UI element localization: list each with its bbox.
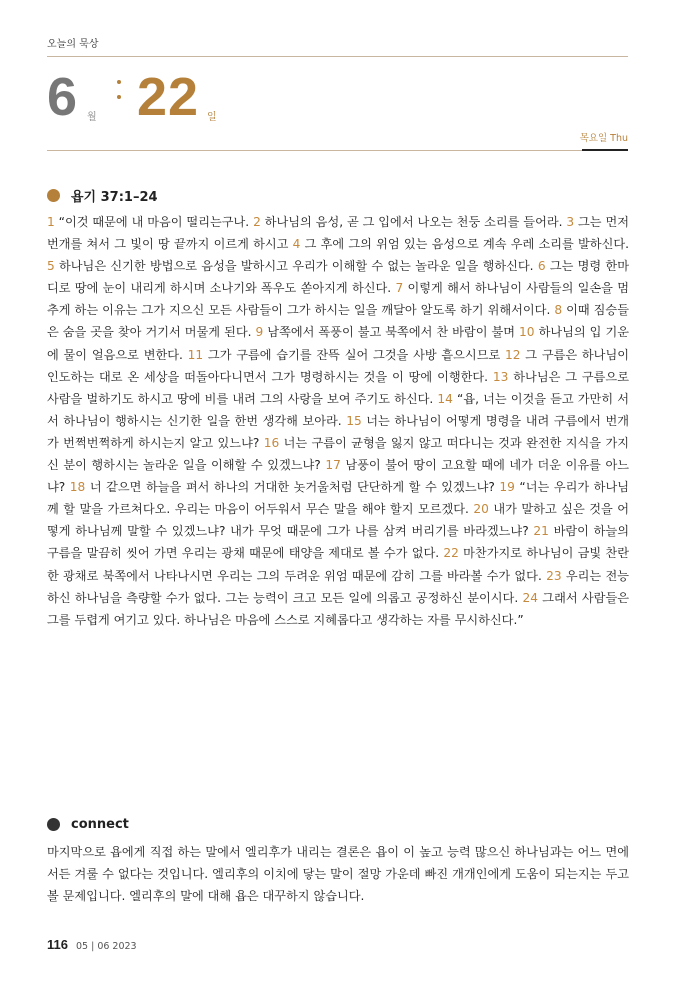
day-unit: 일 — [207, 112, 217, 123]
verse-text: 하나님의 입 기운에 물이 얼음으로 변한다. — [47, 325, 629, 362]
verse-number: 15 — [346, 413, 367, 428]
verse-number: 7 — [395, 281, 408, 296]
verse-text: 그가 구름에 습기를 잔뜩 실어 그것을 사방 흩으시므로 — [207, 347, 506, 362]
verse-number: 5 — [47, 259, 60, 274]
bullet-dot-icon — [47, 818, 60, 831]
page-footer — [47, 937, 137, 952]
verse-number: 18 — [69, 480, 90, 495]
scripture-text — [47, 211, 629, 631]
verse-number: 24 — [522, 590, 543, 605]
verse-number: 8 — [554, 303, 567, 318]
verse-text: 하나님은 그 구름으로 사람을 벌하기도 하시고 땅에 비를 내려 그의 사랑을 보여 주기도 하신다. — [47, 369, 629, 406]
verse-text: 바람이 하늘의 구름을 말끔히 씻어 가면 우리는 광채 때문에 태양을 제대로 볼 수가 없다. — [47, 524, 630, 561]
verse-text: 하나님의 음성, 곧 그 입에서 나오는 천둥 소리를 들어라. — [264, 215, 567, 229]
verse-number: 4 — [292, 237, 305, 252]
header-label: 오늘의 묵상 — [47, 39, 99, 50]
verse-text: “이것 때문에 내 마음이 떨리는구나. — [58, 215, 254, 229]
month-unit: 월 — [87, 112, 97, 123]
bullet-dot-icon — [47, 189, 60, 202]
verse-text: 마찬가지로 하나님이 금빛 찬란한 광채로 북쪽에서 나타나시면 우리는 그의 두려운 위엄 때문에 감히 그를 바라볼 수가 없다. — [47, 546, 629, 583]
verse-number: 17 — [325, 458, 346, 473]
verse-number: 1 — [47, 215, 59, 229]
verse-number: 20 — [473, 502, 494, 517]
verse-text: 그래서 사람들은 그를 두렵게 여기고 있다. 하나님은 마음에 스스로 지혜롭다고 생각하는 자를 무시하신다.” — [47, 590, 629, 627]
verse-text: 너 같으면 하늘을 펴서 하나의 거대한 놋거울처럼 단단하게 할 수 있겠느냐? — [89, 480, 500, 495]
weekday-underline — [582, 149, 628, 151]
verse-text: 남쪽에서 폭풍이 불고 북쪽에서 찬 바람이 불며 — [267, 325, 520, 340]
verse-number: 21 — [533, 524, 554, 539]
weekday-label: 목요일 Thu — [579, 133, 628, 144]
verse-number: 13 — [492, 369, 514, 384]
verse-text: 이때 짐승들은 숨을 곳을 찾아 거기서 머물게 된다. — [47, 303, 629, 340]
page-number: 116 — [47, 937, 68, 952]
verse-number: 19 — [499, 480, 520, 495]
verse-number: 11 — [187, 347, 208, 362]
date-divider — [47, 150, 628, 151]
verse-text: “너는 우리가 하나님께 할 말을 가르쳐다오. 우리는 마음이 어두워서 무슨 말을 해야 할지 모르겠다. — [47, 480, 629, 517]
connect-heading — [47, 817, 129, 832]
verse-text: 너는 구름이 균형을 잃지 않고 떠다니는 것과 완전한 지식을 가지신 분이 행하시는 놀라운 일을 이해할 수 있겠느냐? — [47, 435, 629, 473]
date-separator-dots — [117, 80, 121, 110]
verse-text: 남풍이 불어 땅이 고요할 때에 네가 더운 이유를 아느냐? — [47, 458, 629, 495]
verse-number: 22 — [443, 546, 464, 561]
connect-title: connect — [71, 817, 129, 832]
month-number: 6 — [47, 67, 78, 127]
verse-number: 2 — [253, 215, 265, 229]
verse-text: 내가 말하고 싶은 것을 어떻게 하나님께 말할 수 있겠느냐? 내가 무엇 때문에 그가 나를 삼켜 버리기를 바라겠느냐? — [47, 502, 629, 539]
verse-text: 우리는 전능하신 하나님을 측량할 수가 없다. 그는 능력이 크고 모든 일에 의롭고 공정하신 분이시다. — [47, 568, 629, 605]
scripture-reference: 욥기 37:1–24 — [71, 190, 158, 205]
verse-number: 12 — [505, 347, 526, 362]
verse-number: 16 — [263, 435, 284, 450]
verse-text: 그 구름은 하나님이 인도하는 대로 온 세상을 떠돌아다니면서 그가 명령하시는 것을 이 땅에 이행한다. — [47, 347, 629, 384]
connect-body: 마지막으로 욥에게 직접 하는 말에서 엘리후가 내리는 결론은 욥이 이 높고 능력 많으신 하나님과는 어느 면에서든 겨룰 수 없다는 것입니다. 엘리후의 이치에 닿는 말이 절망 가운데 빠진 개개인에게 도움이 되는지는 두고 볼 문제입니다. 엘리후의 말에 대해 욥은 대꾸하지 않습니다. — [47, 845, 629, 904]
day-number: 22 — [137, 67, 200, 127]
verse-text: 하나님은 신기한 방법으로 음성을 발하시고 우리가 이해할 수 없는 놀라운 일을 행하신다. — [59, 259, 538, 274]
verse-number: 23 — [546, 568, 566, 583]
verse-text: 너는 하나님이 어떻게 명령을 내려 구름에서 번개가 번쩍번쩍하게 하시는지 알고 있느냐? — [47, 413, 629, 450]
scripture-heading — [47, 186, 158, 205]
verse-text: 그는 먼저 번개를 쳐서 그 빛이 땅 끝까지 이르게 하시고 — [47, 215, 629, 252]
issue-date: 05 | 06 2023 — [75, 941, 137, 952]
verse-number: 6 — [537, 259, 550, 274]
verse-text: 이렇게 해서 하나님이 사람들의 일손을 멈추게 하는 이유는 그가 지으신 모든 사람들이 그가 하시는 일을 깨달아 알도록 하기 위해서이다. — [47, 281, 629, 318]
verse-number: 9 — [255, 325, 268, 340]
verse-text: 그는 명령 한마디로 땅에 눈이 내리게 하시며 소나기와 폭우도 쏟아지게 하신다. — [47, 259, 629, 296]
verse-number: 3 — [566, 215, 579, 229]
verse-number: 10 — [519, 325, 539, 340]
verse-number: 14 — [437, 391, 458, 406]
top-divider — [47, 56, 628, 57]
verse-text: “욥, 너는 이것을 듣고 가만히 서서 하나님이 행하시는 신기한 일을 한번 생각해 보아라. — [47, 391, 629, 428]
verse-text: 그 후에 그의 위엄 있는 음성으로 계속 우레 소리를 발하신다. — [304, 237, 629, 252]
